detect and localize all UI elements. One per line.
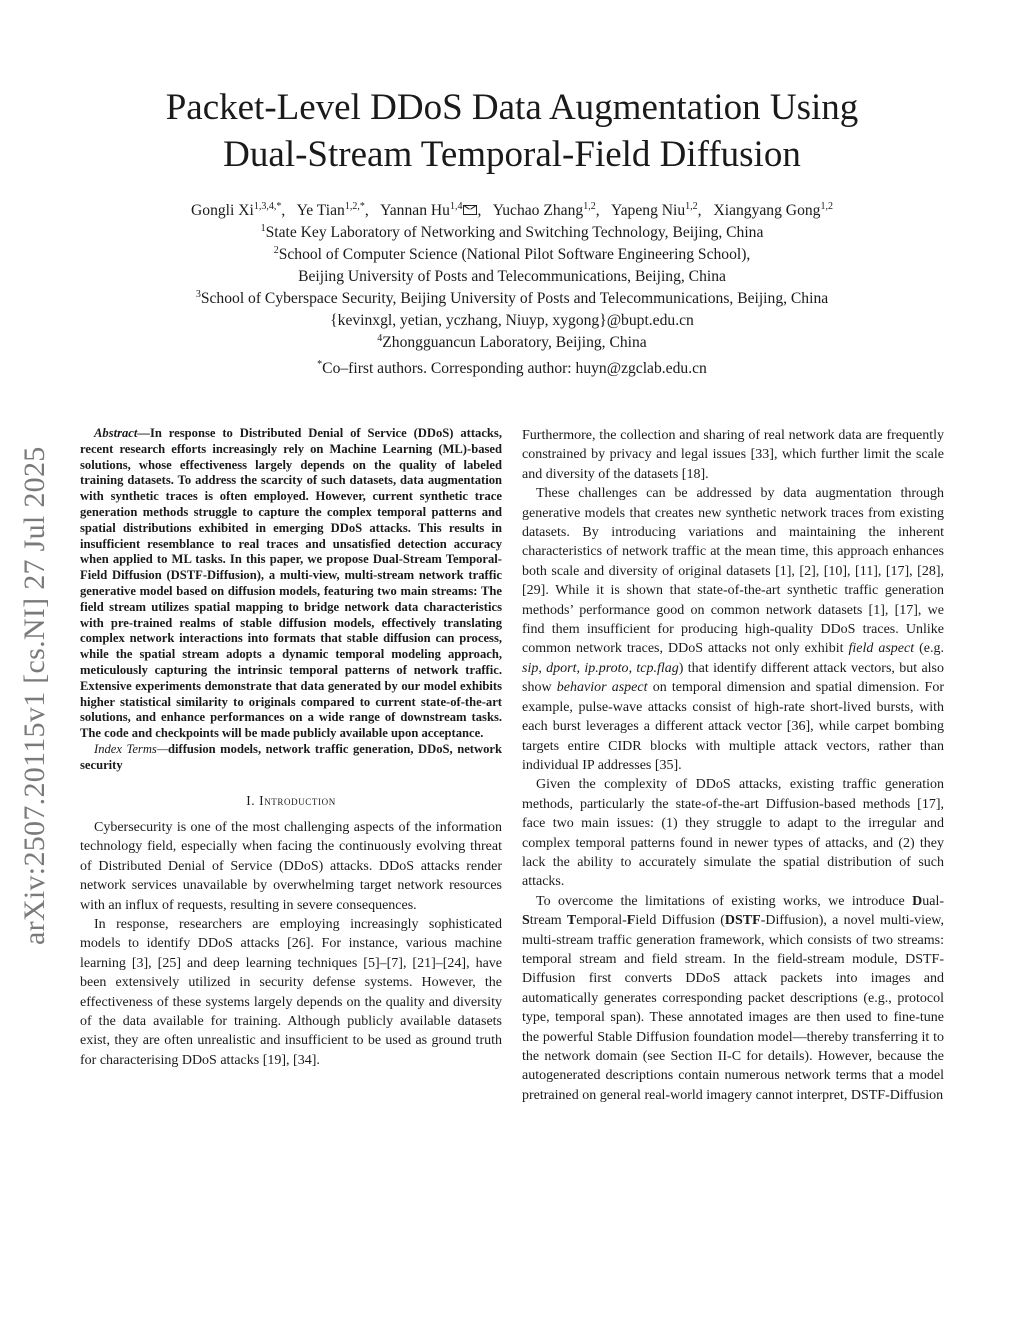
author-list: Gongli $Xi^{1,3,4,*}$, Ye Tian$^{1,2,*}$, Yannan Hu$^{1,4}$ , Yuchao Zhang$^{1,2}$, Yapeng Niu$^{1,2}$, Xiangyang Gong$^{1,2}$ [191,201,833,219]
paragraph-text: , [628,660,637,676]
body-paragraph [522,484,944,775]
author-name: Yuchao Zhang [492,202,584,219]
affiliation-mark: 3 [195,289,201,300]
author-name: Yapeng Niu [610,202,686,219]
acronym-bold: DSTF [724,913,761,929]
paragraph-text: emporal- [576,913,627,929]
affiliation-3 [60,288,964,310]
body-paragraph [522,892,944,1105]
paragraph-text: , [576,660,585,676]
paper-title [80,84,944,178]
emphasis-text: field aspect [848,641,915,657]
body-paragraph: In response, researchers are employing increasingly sophisticated models to identify DDoS attacks [26]. For instance, various machine learning [3], [25] and deep learning techniques [5]–[7], [21]–[24], have been extensively utilized in security defense systems. However, the effectiveness of these systems largely depends on the quality and diversity of the data available for training. Although publicly available datasets exist, they are often unrealistic and insufficient to be used as ground truth for characterising DDoS attacks [19], [34]. [80,916,502,1068]
index-terms-text: diffusion models, network traffic generation, DDoS, network security [80,741,502,772]
acronym-letter: F [626,913,636,929]
emphasis-text: sip [522,660,539,676]
arxiv-identifier [18,385,58,945]
affiliation-mark: 2 [273,245,279,256]
acronym-letter: T [566,913,577,929]
corresponding-note [60,358,964,380]
abstract-text: In response to Distributed Denial of Service (DDoS) attacks, recent research efforts increasingly rely on Machine Learning (ML)-based solutions, whose effectiveness largely depends on the quality of labeled training datasets. To address the scarcity of such datasets, data augmentation with synthetic traces is often employed. However, current synthetic trace generation methods struggle to capture the complex temporal patterns and spatial distributions exhibited in emerging DDoS attacks. This results in insufficient resemblance to real traces and unsatisfied detection accuracy when applied to ML tasks. In this paper, we propose Dual-Stream Temporal-Field Diffusion (DSTF-Diffusion), a multi-view, multi-stream network traffic generative model based on diffusion models, featuring two main streams: The field stream utilizes spatial mapping to bridge network data characteristics with pre-trained realms of stable diffusion models, effectively translating complex network interactions into formats that stable diffusion can process, while the spatial stream adopts a dynamic temporal modeling approach, meticulously capturing the intrinsic temporal patterns of network traffic. Extensive experiments demonstrate that data generated by our model exhibits higher statistical similarity to originals compared to current state-of-the-art solutions, and enhance performances on a wide range of downstream tasks. The code and checkpoints will be made publicly available upon acceptance. [80,426,502,741]
note-text: Co–first authors. Corresponding author: huyn@zgclab.edu.cn [322,360,707,377]
affiliation-mark: 4 [377,333,383,344]
author-name: Ye Tian [296,202,345,219]
author-affiliation-marks: 1,2 [685,201,698,212]
body-paragraph: Furthermore, the collection and sharing of real network data are frequently constrained by privacy and legal issues [33], which further limit the scale and diversity of the datasets [18]. [522,428,944,482]
acronym-letter: D [912,893,923,909]
emphasis-text: behavior aspect [556,680,648,696]
paragraph-text: ield Diffusion ( [635,913,725,929]
author-affiliation-marks: 1,4 [449,201,463,212]
affiliation-text: School of Computer Science (National Pilot Software Engineering School), [278,246,751,263]
paragraph-text: (e.g. [914,641,944,657]
index-terms-label: Index Terms— [94,741,169,756]
envelope-icon [463,205,477,215]
affiliation-4 [60,332,964,354]
abstract-label: Abstract— [94,426,150,440]
paragraph-text: on temporal dimension and spatial dimension. For example, pulse-wave attacks consist of high-rate short-lived bursts, with each burst leverages a different attack vector [36], while carpet bombing targets entire CIDR blocks with multiple attack vectors, rather than individual IP addresses [35]. [522,680,945,773]
affiliation-text: State Key Laboratory of Networking and Switching Technology, Beijing, China [265,224,764,241]
author-affiliation-marks: 1,2 [820,201,833,212]
emphasis-text: tcp.flag [636,660,679,676]
body-paragraph: Cybersecurity is one of the most challenging aspects of the information technology field, especially when facing the continuously evolving threat of Distributed Denial of Service (DDoS) attacks. DDoS attacks render network services unavailable by overwhelming target network resources with an influx of requests, resulting in severe consequences. [80,819,502,913]
left-column [80,426,502,1070]
affiliation-2-continued: Beijing University of Posts and Telecommunications, Beijing, China [298,268,726,285]
paragraph-text: These challenges can be addressed by data augmentation through generative models that creates new synthetic network traces from existing datasets. By introducing variations and maintaining the inherent characteristics of network traffic at the mean time, this approach enhances both scale and diversity of original datasets [1], [2], [10], [11], [17], [28], [29]. While it is shown that state-of-the-art synthetic traffic generation methods’ performance good on common network datasets [1], [17], we find them insufficient for producing high-quality DDoS traces. Unlike common network traces, DDoS attacks not only exhibit [522,486,944,657]
paragraph-text: To overcome the limitations of existing works, we introduce [536,893,913,909]
index-terms [80,742,502,774]
section-heading: I. Introduction [246,792,336,808]
author-affiliation-marks: 1,3,4,* [253,201,282,212]
paragraph-text: ) that identify different attack vectors, but also show [522,660,944,696]
affiliation-1 [60,222,964,244]
author-name: Xiangyang Gong [713,202,821,219]
affiliation-mark: 1 [260,223,266,234]
paper-title-line-2: Dual-Stream Temporal-Field Diffusion [223,134,801,175]
arxiv-identifier-text: arXiv:2507.20115v1 [cs.NI] 27 Jul 2025 [18,446,51,945]
right-column [522,426,944,1105]
author-name: Yannan Hu [380,202,450,219]
body-paragraph: Given the complexity of DDoS attacks, existing traffic generation methods, particularly the state-of-the-art Diffusion-based methods [17], face two main issues: (1) they struggle to adapt to the irregular and complex temporal patterns found in newer types of attacks, and (2) they lack the ability to accurately simulate the spatial distribution of such attacks. [522,777,944,890]
author-block [60,200,964,380]
acronym-letter: S [522,913,530,929]
paragraph-text: tream [529,913,567,929]
author-emails: {kevinxgl, yetian, yczhang, Niuyp, xygong}@bupt.edu.cn [330,312,694,329]
affiliation-text: School of Cyberspace Security, Beijing University of Posts and Telecommunications, Beijing, China [200,290,829,307]
author-affiliation-marks: 1,2,* [344,201,365,212]
paragraph-text: , [538,660,547,676]
paragraph-text: ual- [922,893,944,909]
paper-title-line-1: Packet-Level DDoS Data Augmentation Using [165,87,859,128]
abstract [80,426,502,742]
author-name: Gongli Xi [191,202,254,219]
affiliation-text: Zhongguancun Laboratory, Beijing, China [382,334,647,351]
author-affiliation-marks: 1,2 [583,201,596,212]
emphasis-text: ip.proto [584,660,629,676]
note-mark: * [317,359,323,370]
affiliation-2 [60,244,964,266]
emphasis-text: dport [546,660,577,676]
paragraph-text: -Diffusion), a novel multi-view, multi-stream traffic generation framework, which consists of two streams: temporal stream and field stream. In the field-stream module, DSTF-Diffusion first converts DDoS attack packets into images and automatically generates corresponding packet descriptions (e.g., protocol type, temporal span). These annotated images are then used to fine-tune the powerful Stable Diffusion foundation model—thereby transferring it to the network domain (see Section II-C for details). However, because the autogenerated descriptions contain numerous network terms that a model pretrained on general real-world imagery cannot interpret, DSTF-Diffusion [522,913,944,1103]
